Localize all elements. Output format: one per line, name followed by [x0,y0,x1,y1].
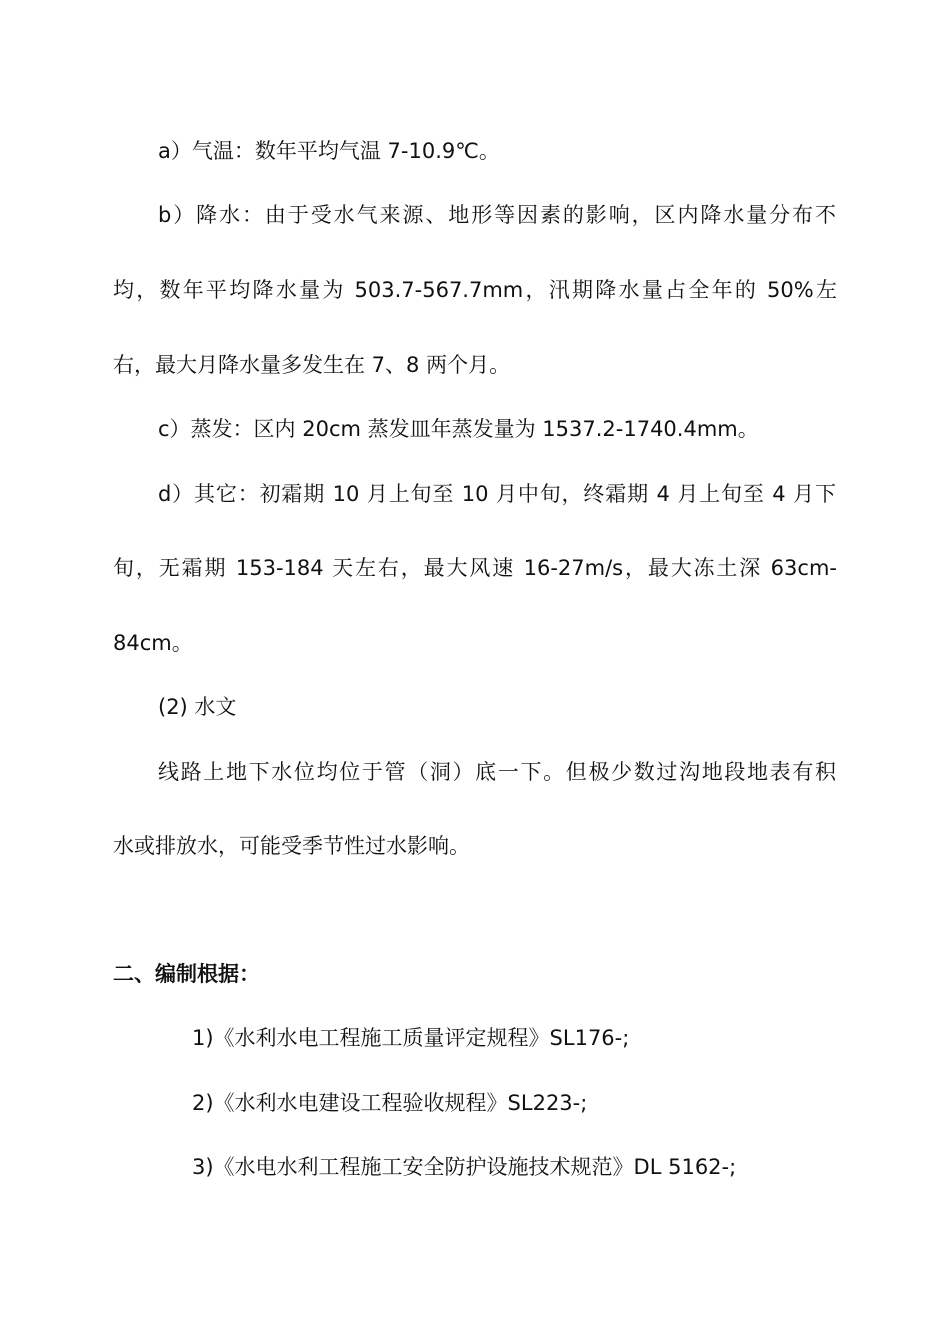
other-paragraph-line3: 84cm。 [113,631,193,655]
precipitation-paragraph-line3: 右，最大月降水量多发生在 7、8 两个月。 [113,353,511,377]
hydrology-paragraph-line2: 水或排放水，可能受季节性过水影响。 [113,834,470,858]
temperature-paragraph: a）气温：数年平均气温 7-10.9℃。 [158,139,500,163]
other-paragraph-line1: d）其它：初霜期 10 月上旬至 10 月中旬，终霜期 4 月上旬至 4 月下 [158,482,836,506]
precipitation-paragraph-line2: 均，数年平均降水量为 503.7-567.7mm，汛期降水量占全年的 50%左 [113,278,837,302]
basis-heading: 二、编制根据： [113,962,260,986]
hydrology-paragraph-line1: 线路上地下水位均位于管（洞）底一下。但极少数过沟地段地表有积 [158,760,836,784]
evaporation-paragraph: c）蒸发：区内 20cm 蒸发皿年蒸发量为 1537.2-1740.4mm。 [158,417,759,441]
basis-list-item-1: 1)《水利水电工程施工质量评定规程》SL176-; [192,1026,630,1050]
basis-list-item-2: 2)《水利水电建设工程验收规程》SL223-; [192,1091,588,1115]
basis-list-item-3: 3)《水电水利工程施工安全防护设施技术规范》DL 5162-; [192,1155,737,1179]
hydrology-title: (2) 水文 [158,695,237,719]
precipitation-paragraph-line1: b）降水：由于受水气来源、地形等因素的影响，区内降水量分布不 [158,203,836,227]
other-paragraph-line2: 旬，无霜期 153-184 天左右，最大风速 16-27m/s，最大冻土深 63cm- [113,556,837,580]
